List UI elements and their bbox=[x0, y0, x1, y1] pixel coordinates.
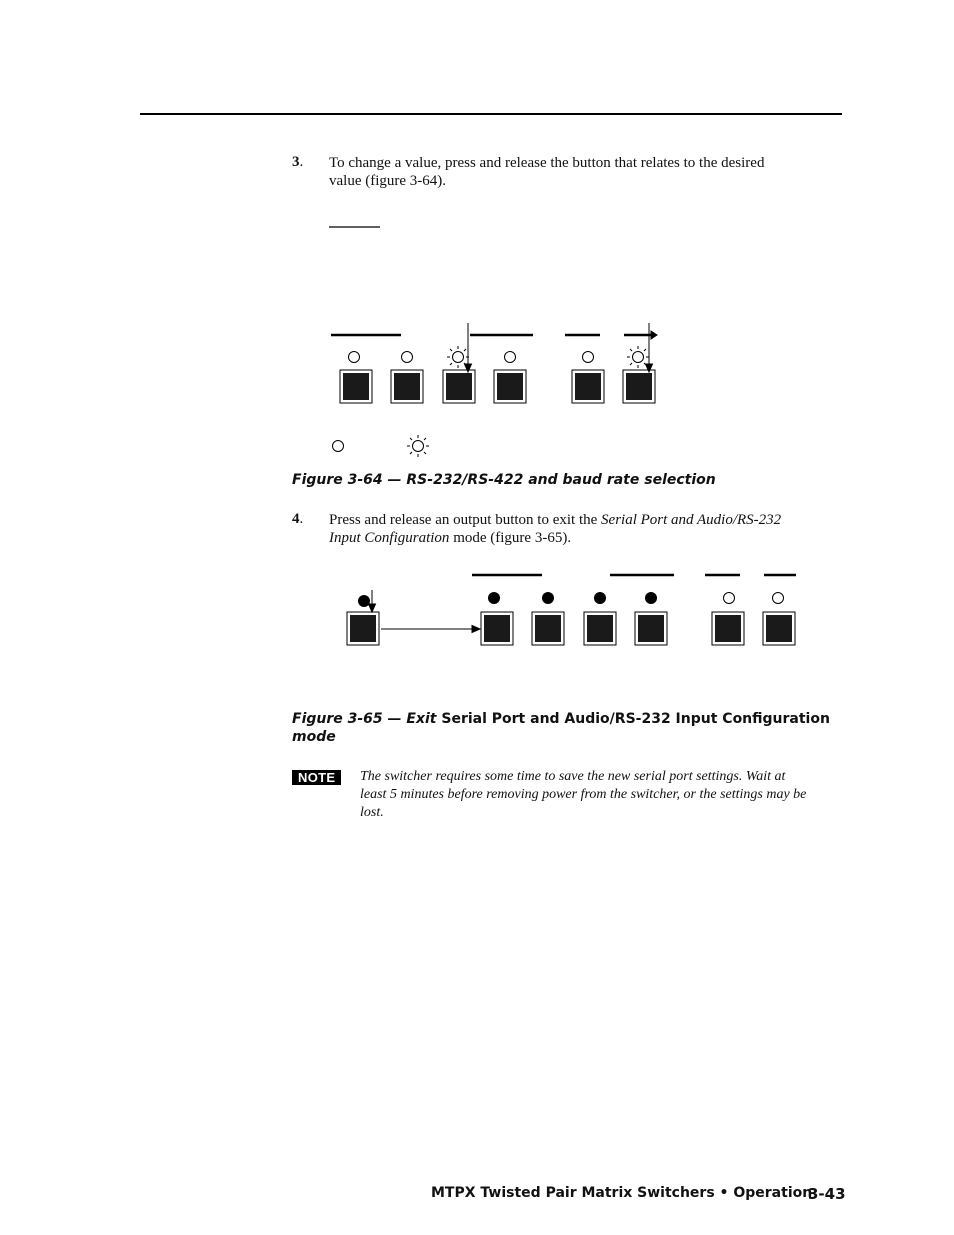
figure-65-caption-middle: Serial Port and Audio/RS-232 Input Configuration bbox=[436, 711, 830, 727]
fig64-arrows bbox=[465, 323, 658, 372]
fig64-led-off-4 bbox=[583, 352, 594, 363]
fig65-led-on-1 bbox=[488, 592, 500, 604]
step-3-line-2: value (figure 3-64). bbox=[329, 173, 447, 189]
fig64-led-off-1 bbox=[349, 352, 360, 363]
fig65-led-off-2 bbox=[773, 593, 784, 604]
figure-65-caption-prefix: Figure 3-65 — bbox=[292, 711, 407, 727]
fig64-led-off-2 bbox=[402, 352, 413, 363]
fig65-led-on-4 bbox=[645, 592, 657, 604]
fig64-buttons bbox=[340, 370, 655, 403]
step-4-line-2 bbox=[329, 529, 839, 547]
step-4-line-1 bbox=[329, 511, 839, 529]
step-3-number: 3. bbox=[292, 154, 304, 170]
step-4-text-before: Press and release an output button to exit the bbox=[329, 512, 602, 528]
footer-page-number: 3-43 bbox=[808, 1185, 846, 1203]
note-line-3: lost. bbox=[360, 805, 384, 820]
fig65-led-on-2 bbox=[542, 592, 554, 604]
fig65-led-off-1 bbox=[724, 593, 735, 604]
fig64-led-off-3 bbox=[505, 352, 516, 363]
step-4-mode-name-1: Serial Port and Audio/RS-232 bbox=[601, 512, 782, 528]
step-4-number: 4. bbox=[292, 511, 304, 527]
fig64-bar-arrowhead bbox=[651, 331, 657, 339]
figure-64-caption: Figure 3-64 — RS-232/RS-422 and baud rate selection bbox=[292, 472, 716, 488]
fig64-legend-led-off bbox=[333, 441, 344, 452]
figure-65-caption bbox=[292, 710, 842, 746]
footer-title: MTPX Twisted Pair Matrix Switchers • Operation bbox=[431, 1185, 813, 1201]
note-text bbox=[360, 768, 840, 822]
note-badge: NOTE bbox=[292, 770, 341, 785]
fig65-arrows bbox=[369, 590, 481, 633]
step-3-line-1: To change a value, press and release the button that relates to the desired bbox=[329, 155, 765, 171]
fig65-led-on-3 bbox=[594, 592, 606, 604]
note-line-2: least 5 minutes before removing power from the switcher, or the settings may be bbox=[360, 787, 807, 802]
figure-65-diagram bbox=[347, 575, 796, 645]
figure-65-caption-mode: mode bbox=[292, 729, 336, 745]
step-3-number-value: 3 bbox=[292, 154, 300, 170]
step-4-mode-name-2: Input Configuration bbox=[329, 530, 450, 546]
step-4-text bbox=[329, 511, 839, 547]
step-4-text-after: mode (figure 3-65). bbox=[449, 530, 572, 546]
fig64-legend-led-lit bbox=[407, 435, 429, 457]
fig65-led-on-exit bbox=[358, 595, 370, 607]
step-4-number-value: 4 bbox=[292, 511, 300, 527]
figure-65-caption-exit: Exit bbox=[406, 711, 437, 727]
figure-65-caption-line-1 bbox=[292, 710, 842, 728]
note-line-1: The switcher requires some time to save the new serial port settings. Wait at bbox=[360, 769, 786, 784]
